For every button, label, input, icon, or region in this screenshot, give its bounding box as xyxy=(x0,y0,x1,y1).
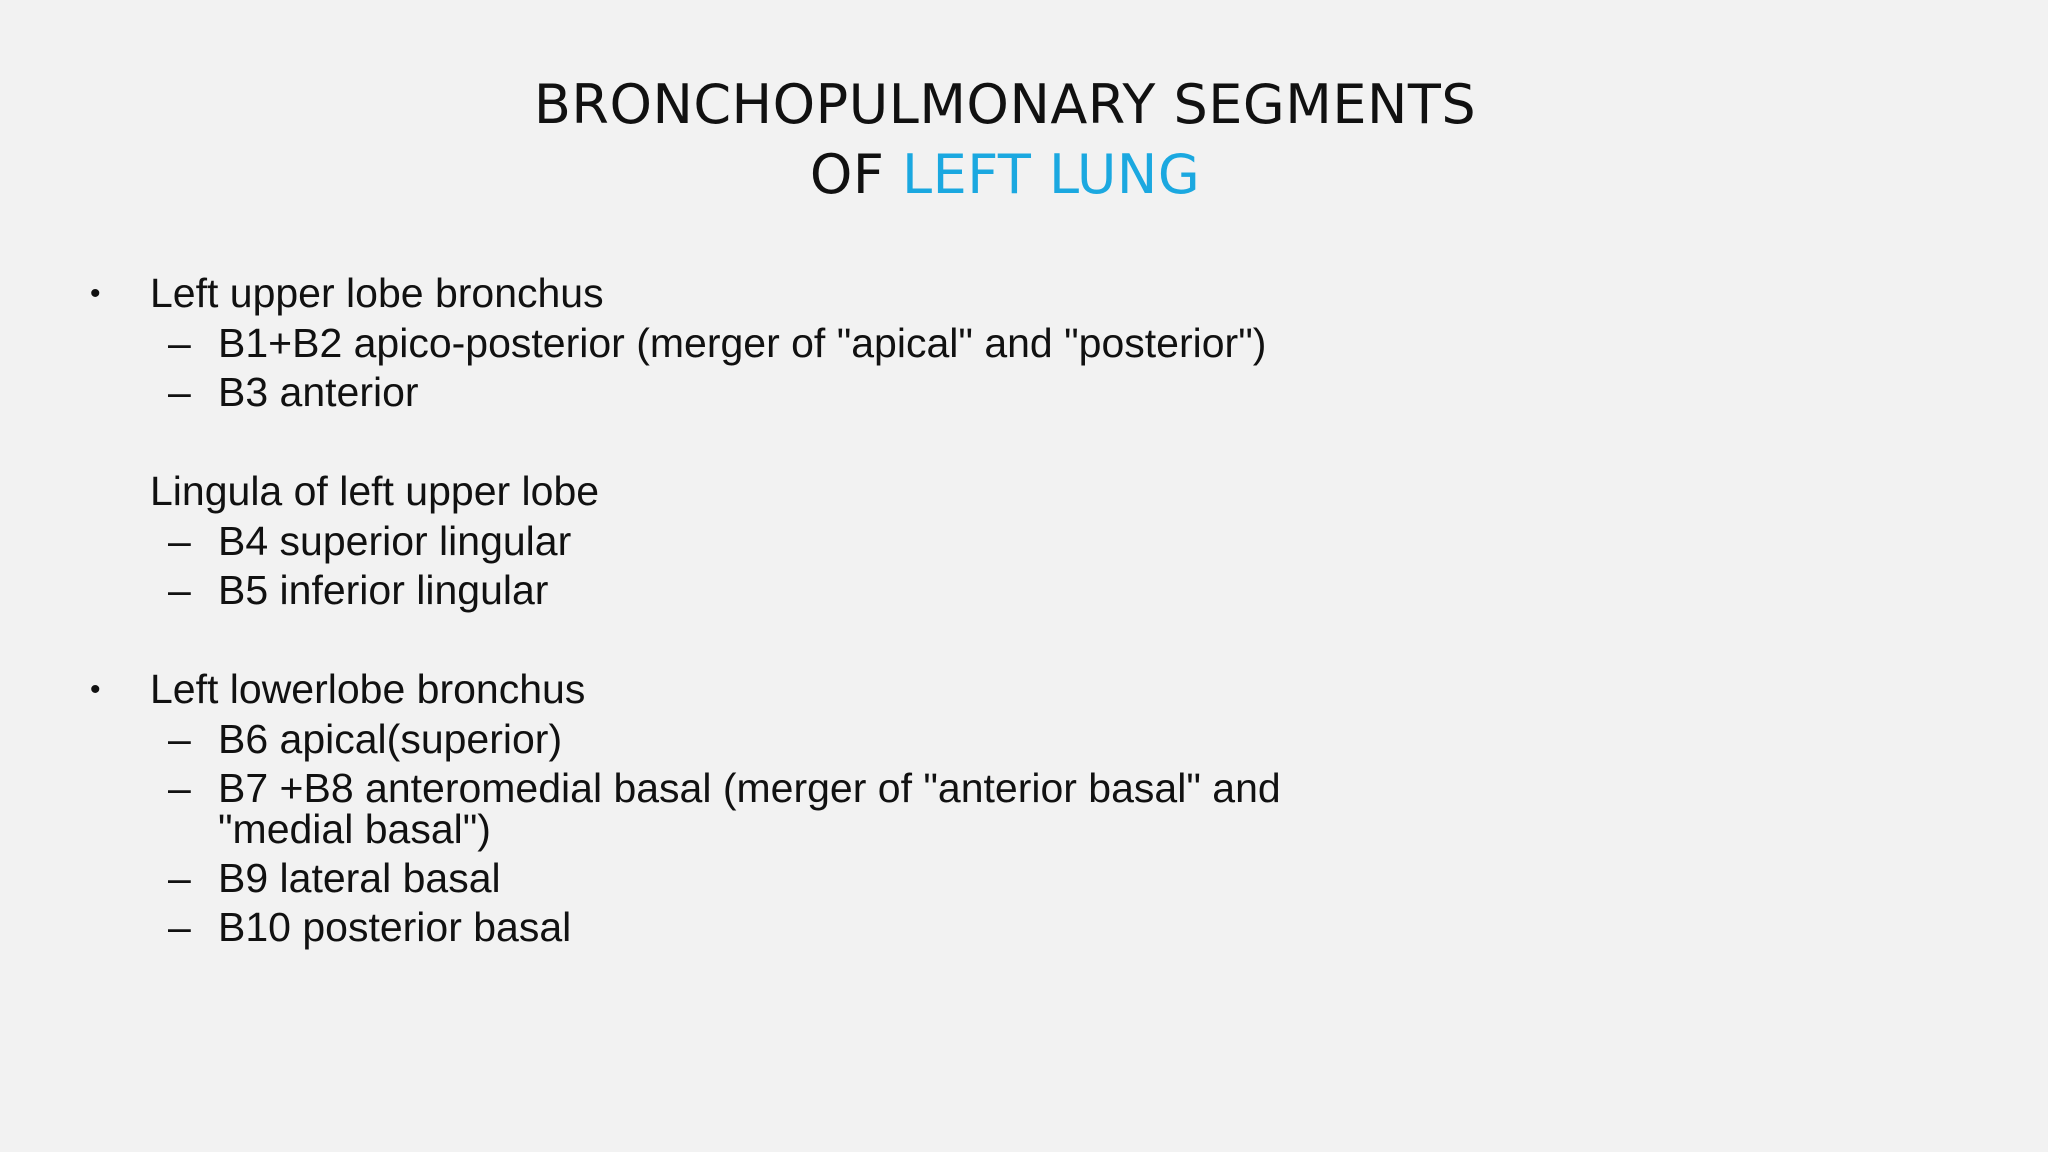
upper-lobe-heading: Left upper lobe bronchus xyxy=(150,270,604,316)
lower-lobe-item: B6 apical(superior) xyxy=(218,716,563,762)
bullet-icon: • xyxy=(90,277,101,310)
lower-lobe-item-continuation: "medial basal") xyxy=(218,806,491,852)
lower-lobe-item: B10 posterior basal xyxy=(218,904,572,950)
title-line-2-prefix: OF xyxy=(809,143,903,206)
lower-lobe-heading: Left lowerlobe bronchus xyxy=(150,666,586,712)
dash-icon: – xyxy=(168,518,191,564)
title-line-2-accent: LEFT LUNG xyxy=(902,143,1201,206)
dash-icon: – xyxy=(168,320,191,366)
dash-icon: – xyxy=(168,716,191,762)
lower-lobe-item: B7 +B8 anteromedial basal (merger of "anterior basal" and xyxy=(218,765,1281,811)
lower-lobe-item: B9 lateral basal xyxy=(218,855,501,901)
upper-lobe-item: B3 anterior xyxy=(218,369,419,415)
dash-icon: – xyxy=(168,855,191,901)
dash-icon: – xyxy=(168,765,191,811)
lingula-item: B4 superior lingular xyxy=(218,518,572,564)
dash-icon: – xyxy=(168,369,191,415)
lingula-heading: Lingula of left upper lobe xyxy=(150,468,600,514)
dash-icon: – xyxy=(168,567,191,613)
bullet-icon: • xyxy=(90,673,101,706)
upper-lobe-item: B1+B2 apico-posterior (merger of "apical" and "posterior") xyxy=(218,320,1267,366)
dash-icon: – xyxy=(168,904,191,950)
title-line-1: BRONCHOPULMONARY SEGMENTS xyxy=(533,73,1477,136)
lingula-item: B5 inferior lingular xyxy=(218,567,549,613)
